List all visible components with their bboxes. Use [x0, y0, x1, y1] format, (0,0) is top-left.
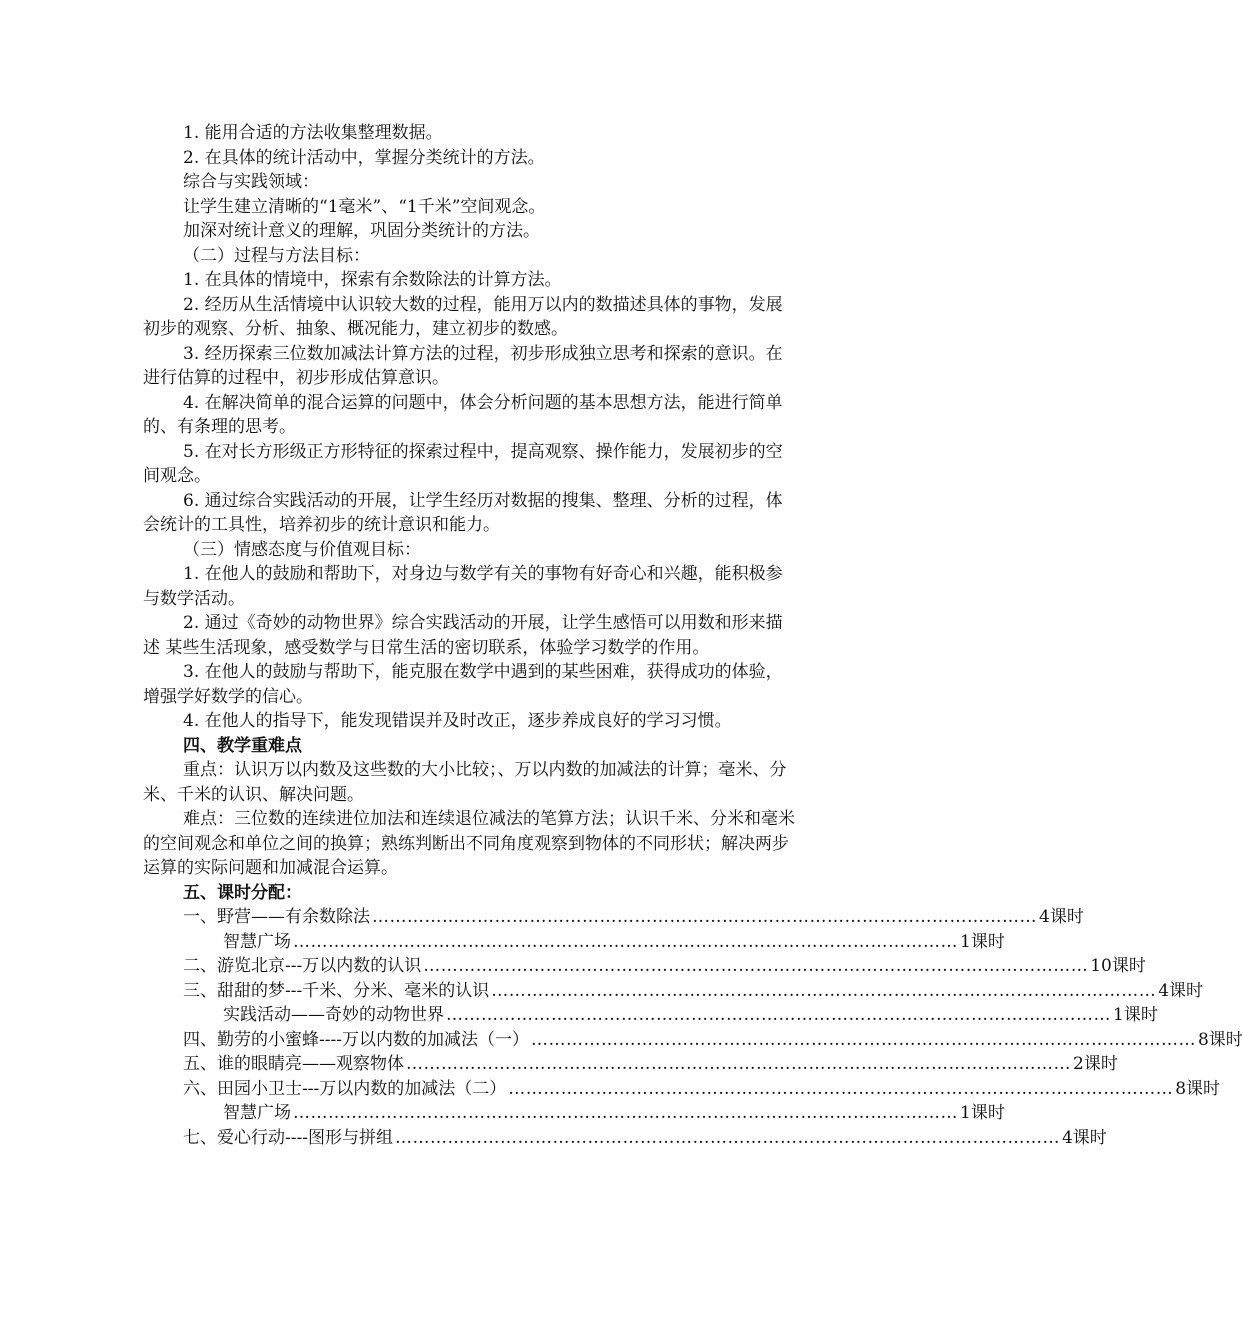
unit-title: 智慧广场 — [223, 931, 291, 952]
unit-title: 四、勤劳的小蜜蜂----万以内数的加减法（一） — [183, 1029, 529, 1050]
dot-leader: …………………………………………………………………………………………………… — [508, 1078, 1174, 1099]
paragraph: 2. 在具体的统计活动中，掌握分类统计的方法。 — [183, 147, 545, 168]
unit-hours: 4课时 — [1039, 907, 1084, 927]
unit-title: 三、甜甜的梦---千米、分米、毫米的认识 — [183, 980, 490, 1001]
unit-hours: 1课时 — [960, 931, 1005, 952]
key-points-paragraph: 重点：认识万以内数及这些数的大小比较；、万以内数的加减法的计算；毫米、分米、千米的认识、解决问题。 — [143, 760, 787, 805]
schedule-table — [143, 905, 1243, 1150]
paragraph: 4. 在解决简单的混合运算的问题中，体会分析问题的基本思想方法，能进行简单的、有条理的思考。 — [143, 392, 783, 437]
schedule-row — [143, 1003, 1158, 1028]
schedule-row — [143, 954, 1146, 979]
schedule-row — [143, 905, 1084, 930]
unit-hours: 8课时 — [1175, 1078, 1221, 1099]
paragraph: 6. 通过综合实践活动的开展，让学生经历对数据的搜集、整理、分析的过程，体会统计的工具性，培养初步的统计意识和能力。 — [143, 490, 783, 535]
unit-hours: 10课时 — [1090, 956, 1146, 976]
paragraph: 3. 经历探索三位数加减法计算方法的过程，初步形成独立思考和探索的意识。在进行估算的过程中，初步形成估算意识。 — [143, 343, 783, 388]
paragraph: 加深对统计意义的理解，巩固分类统计的方法。 — [183, 221, 540, 241]
dot-leader: …………………………………………………………………………………………………… — [423, 956, 1089, 976]
dot-leader: …………………………………………………………………………………………………… — [530, 1029, 1196, 1050]
unit-title: 实践活动——奇妙的动物世界 — [223, 1005, 444, 1025]
unit-title: 智慧广场 — [223, 1103, 291, 1123]
schedule-row — [143, 1028, 1243, 1053]
dot-leader: …………………………………………………………………………………………………… — [491, 980, 1157, 1001]
schedule-row — [143, 1126, 1107, 1151]
dot-leader: …………………………………………………………………………………………………… — [372, 907, 1037, 927]
dot-leader: …………………………………………………………………………………………………… — [293, 1103, 958, 1123]
paragraph: 5. 在对长方形级正方形特征的探索过程中，提高观察、操作能力，发展初步的空间观念。 — [143, 441, 783, 486]
unit-hours: 2课时 — [1073, 1054, 1118, 1074]
paragraph: 2. 通过《奇妙的动物世界》综合实践活动的开展，让学生感悟可以用数和形来描述 某些生活现象，感受数学与日常生活的密切联系，体验学习数学的作用。 — [143, 613, 783, 658]
dot-leader: …………………………………………………………………………………………………… — [406, 1054, 1071, 1074]
dot-leader: …………………………………………………………………………………………………… — [293, 931, 958, 952]
unit-hours: 1课时 — [1113, 1005, 1158, 1025]
unit-hours: 8课时 — [1197, 1029, 1243, 1050]
unit-title: 五、谁的眼睛亮——观察物体 — [183, 1054, 404, 1074]
paragraph: （三）情感态度与价值观目标： — [183, 539, 421, 560]
unit-title: 七、爱心行动----图形与拼组 — [183, 1127, 393, 1148]
unit-title: 六、田园小卫士---万以内数的加减法（二） — [183, 1078, 507, 1099]
paragraph: （二）过程与方法目标： — [183, 245, 370, 266]
schedule-row — [143, 979, 1204, 1004]
unit-hours: 4课时 — [1158, 980, 1204, 1001]
section-heading-schedule: 五、课时分配： — [183, 882, 302, 903]
schedule-row — [143, 1077, 1221, 1102]
paragraph: 1. 能用合适的方法收集整理数据。 — [183, 123, 443, 143]
section-heading-difficulties: 四、教学重难点 — [183, 735, 302, 756]
unit-title: 二、游览北京---万以内数的认识 — [183, 956, 422, 976]
unit-hours: 4课时 — [1061, 1127, 1107, 1148]
paragraph: 1. 在他人的鼓励和帮助下，对身边与数学有关的事物有好奇心和兴趣，能积极参与数学活动。 — [143, 564, 783, 609]
difficult-points-paragraph: 难点：三位数的连续进位加法和连续退位减法的笔算方法；认识千米、分米和毫米的空间观念和单位之间的换算；熟练判断出不同角度观察到物体的不同形状；解决两步运算的实际问题和加减混合运算。 — [143, 809, 795, 878]
paragraph: 综合与实践领域： — [183, 172, 319, 192]
dot-leader: …………………………………………………………………………………………………… — [394, 1127, 1060, 1148]
unit-title: 一、野营——有余数除法 — [183, 907, 370, 927]
schedule-row — [143, 930, 1005, 955]
paragraph: 2. 经历从生活情境中认识较大数的过程，能用万以内的数描述具体的事物，发展初步的观察、分析、抽象、概况能力，建立初步的数感。 — [143, 294, 783, 339]
unit-hours: 1课时 — [960, 1103, 1005, 1123]
schedule-row — [143, 1101, 1005, 1126]
document-body — [143, 121, 1243, 1150]
objectives-section — [143, 121, 799, 734]
dot-leader: …………………………………………………………………………………………………… — [446, 1005, 1111, 1025]
paragraph: 1. 在具体的情境中，探索有余数除法的计算方法。 — [183, 270, 562, 290]
schedule-row — [143, 1052, 1118, 1077]
paragraph: 让学生建立清晰的“1毫米”、“1千米”空间观念。 — [183, 196, 546, 217]
paragraph: 4. 在他人的指导下，能发现错误并及时改正，逐步养成良好的学习习惯。 — [183, 711, 732, 731]
paragraph: 3. 在他人的鼓励与帮助下，能克服在数学中遇到的某些困难，获得成功的体验，增强学好数学的信心。 — [143, 662, 783, 707]
